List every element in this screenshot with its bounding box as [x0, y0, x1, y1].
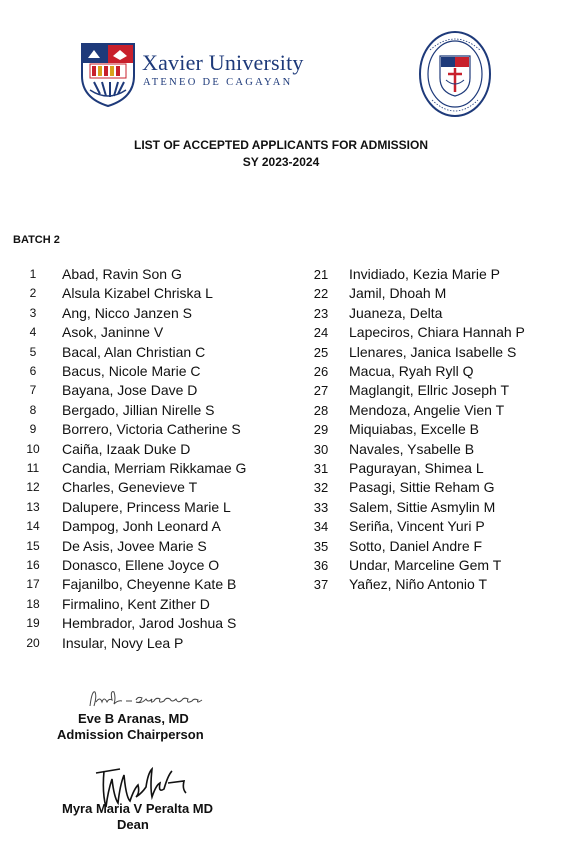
applicant-number: 6 — [29, 364, 37, 378]
applicant-number: 32 — [313, 480, 329, 496]
applicant-number: 34 — [313, 519, 329, 535]
applicant-name: Bacal, Alan Christian C — [62, 343, 206, 360]
applicant-number: 7 — [29, 383, 37, 398]
applicant-name: Juaneza, Delta — [349, 304, 443, 321]
applicant-name: Fajanilbo, Cheyenne Kate B — [62, 576, 237, 593]
applicant-name: Asok, Janinne V — [62, 324, 164, 341]
applicant-number: 18 — [26, 596, 40, 611]
applicant-name: Navales, Ysabelle B — [349, 440, 475, 457]
applicant-name: Alsula Kizabel Chriska L — [62, 285, 213, 302]
applicant-number: 36 — [313, 558, 329, 573]
applicant-number: 24 — [313, 325, 329, 341]
applicant-name: Seriña, Vincent Yuri P — [349, 518, 485, 535]
applicant-number: 10 — [26, 441, 40, 456]
university-subtitle: ATENEO DE CAGAYAN — [143, 77, 293, 88]
applicant-name: Firmalino, Kent Zither D — [62, 595, 210, 612]
applicant-number: 8 — [29, 402, 37, 417]
applicant-name: Insular, Novy Lea P — [62, 634, 184, 651]
applicant-number: 28 — [313, 402, 329, 418]
applicant-number: 11 — [26, 461, 40, 475]
applicant-number: 9 — [29, 422, 37, 437]
chairperson-name: Eve B Aranas, MD — [78, 711, 189, 726]
applicant-number: 25 — [313, 344, 329, 360]
applicant-number: 26 — [313, 364, 329, 379]
applicant-number: 17 — [26, 577, 40, 592]
applicant-name: Lapeciros, Chiara Hannah P — [349, 324, 525, 341]
applicant-number: 21 — [313, 267, 329, 282]
applicant-name: Miquiabas, Excelle B — [349, 421, 479, 438]
applicant-number: 3 — [29, 305, 37, 320]
applicant-name: Charles, Genevieve T — [62, 479, 198, 496]
applicant-number: 31 — [313, 461, 329, 476]
applicant-name: Bayana, Jose Dave D — [62, 382, 198, 399]
applicant-name: Macua, Ryah Ryll Q — [349, 363, 474, 379]
applicant-name: Borrero, Victoria Catherine S — [62, 421, 241, 438]
applicant-number: 33 — [313, 499, 329, 515]
applicant-name: Caiña, Izaak Duke D — [62, 440, 191, 457]
applicant-name: Pagurayan, Shimea L — [349, 460, 484, 476]
applicant-name: Pasagi, Sittie Reham G — [349, 479, 495, 496]
applicant-name: Abad, Ravin Son G — [62, 266, 182, 282]
applicant-number: 20 — [26, 635, 40, 650]
applicant-number: 12 — [26, 480, 40, 495]
applicant-number: 14 — [26, 519, 40, 534]
applicant-number: 35 — [313, 538, 329, 554]
chairperson-title: Admission Chairperson — [57, 727, 204, 742]
applicant-number: 23 — [313, 305, 329, 321]
applicant-name: Mendoza, Angelie Vien T — [349, 401, 505, 418]
applicant-number: 15 — [26, 538, 40, 553]
applicant-number: 4 — [29, 325, 37, 340]
applicant-number: 2 — [29, 286, 37, 301]
applicant-number: 13 — [26, 499, 40, 514]
batch-label: BATCH 2 — [13, 234, 60, 246]
applicant-name: Dalupere, Princess Marie L — [62, 498, 231, 515]
applicant-name: Hembrador, Jarod Joshua S — [62, 615, 237, 632]
applicant-name: Bacus, Nicole Marie C — [62, 363, 201, 379]
applicant-number: 5 — [29, 344, 37, 359]
applicant-number: 29 — [313, 422, 329, 438]
applicant-name: Donasco, Ellene Joyce O — [62, 557, 220, 573]
applicant-name: Bergado, Jillian Nirelle S — [62, 401, 215, 418]
chairperson-signature — [86, 686, 210, 712]
applicant-number: 37 — [313, 577, 329, 593]
dean-title: Dean — [117, 817, 149, 832]
applicant-number: 30 — [313, 441, 329, 457]
applicant-name: Sotto, Daniel Andre F — [349, 537, 483, 554]
applicant-name: Jamil, Dhoah M — [349, 285, 447, 302]
applicant-number: 27 — [313, 383, 329, 399]
applicant-name: De Asis, Jovee Marie S — [62, 537, 207, 554]
applicant-name: Salem, Sittie Asmylin M — [349, 498, 496, 515]
xavier-university-crest-icon — [80, 42, 136, 108]
applicant-name: Undar, Marceline Gem T — [349, 557, 502, 573]
university-name: Xavier University — [142, 50, 304, 75]
applicant-name: Maglangit, Ellric Joseph T — [349, 382, 510, 399]
school-of-medicine-seal-icon — [418, 30, 492, 118]
applicant-number: 19 — [26, 616, 40, 631]
applicant-name: Invidiado, Kezia Marie P — [349, 266, 500, 282]
applicant-number: 16 — [26, 558, 40, 572]
applicant-name: Ang, Nicco Janzen S — [62, 304, 192, 321]
applicant-name: Llenares, Janica Isabelle S — [349, 343, 517, 360]
school-year: SY 2023-2024 — [242, 155, 320, 169]
applicant-name: Dampog, Jonh Leonard A — [62, 518, 221, 535]
applicant-name: Candia, Merriam Rikkamae G — [62, 460, 247, 476]
applicant-name: Yañez, Niño Antonio T — [349, 576, 488, 593]
dean-name: Myra Maria V Peralta MD — [62, 801, 214, 816]
applicant-number: 22 — [313, 286, 329, 302]
applicant-number: 1 — [29, 267, 37, 281]
document-title: LIST OF ACCEPTED APPLICANTS FOR ADMISSION — [133, 138, 428, 152]
